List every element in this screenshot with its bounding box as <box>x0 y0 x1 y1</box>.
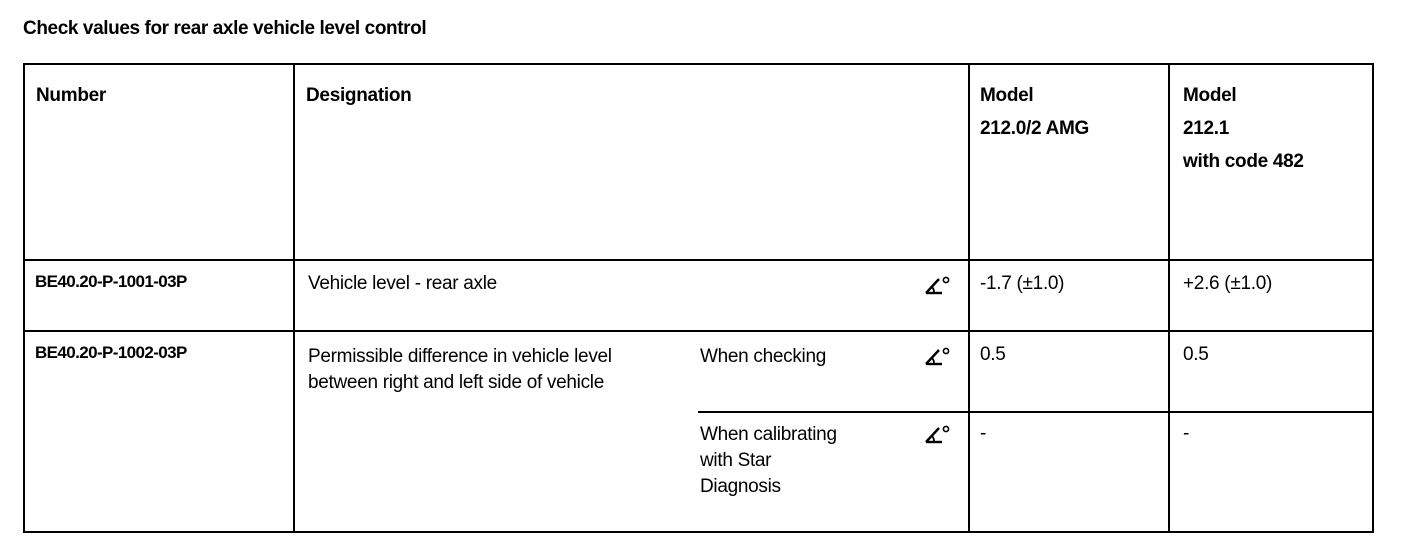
row-designation-line: Permissible difference in vehicle level <box>308 346 612 367</box>
designation-cell <box>294 331 969 532</box>
condition-label: Diagnosis <box>700 476 781 497</box>
header-designation-cell <box>294 64 969 260</box>
number-cell <box>24 331 294 532</box>
header-model-a-cell <box>969 64 1169 260</box>
row-designation: Vehicle level - rear axle <box>308 273 497 294</box>
angle-measure-icon <box>923 275 951 299</box>
angle-measure-icon <box>923 346 951 370</box>
condition-calibrating <box>700 422 837 500</box>
header-model-b-cell <box>1169 64 1373 260</box>
angle-measure-icon <box>923 424 951 448</box>
table-row <box>24 331 1373 532</box>
header-designation: Designation <box>306 85 412 106</box>
header-number: Number <box>36 85 106 106</box>
value-model-b-cell <box>1169 260 1373 331</box>
header-model-b-label: Model <box>1183 85 1237 106</box>
row-number: BE40.20-P-1001-03P <box>35 272 187 291</box>
value-model-a-cell <box>969 331 1169 532</box>
header-model-b-code: 212.1 <box>1183 118 1230 139</box>
header-model-a-code: 212.0/2 AMG <box>980 118 1089 139</box>
table-row <box>24 260 1373 331</box>
value-model-b: - <box>1183 423 1190 444</box>
value-model-a: - <box>980 423 987 444</box>
header-number-cell <box>24 64 294 260</box>
designation-cell <box>294 260 969 331</box>
value-model-a-cell <box>969 260 1169 331</box>
header-model-b-option: with code 482 <box>1183 151 1304 172</box>
value-model-a: -1.7 (±1.0) <box>980 273 1065 294</box>
condition-checking <box>700 344 826 370</box>
number-cell <box>24 260 294 331</box>
row-designation-line: between right and left side of vehicle <box>308 372 604 393</box>
sub-row-divider <box>969 411 1169 413</box>
check-values-table <box>23 63 1374 533</box>
table-header-row <box>24 64 1373 260</box>
header-model-a-label: Model <box>980 85 1034 106</box>
value-model-b-cell <box>1169 331 1373 532</box>
condition-label: When calibrating <box>700 424 837 445</box>
value-model-b: +2.6 (±1.0) <box>1183 273 1272 294</box>
sub-row-divider <box>1169 411 1373 413</box>
value-model-a: 0.5 <box>980 344 1006 365</box>
row-number: BE40.20-P-1002-03P <box>35 343 187 362</box>
page-title: Check values for rear axle vehicle level control <box>23 18 427 39</box>
condition-label: with Star <box>700 450 772 471</box>
value-model-b: 0.5 <box>1183 344 1209 365</box>
row-designation <box>308 344 612 396</box>
sub-row-divider <box>698 411 969 413</box>
condition-label: When checking <box>700 346 827 367</box>
